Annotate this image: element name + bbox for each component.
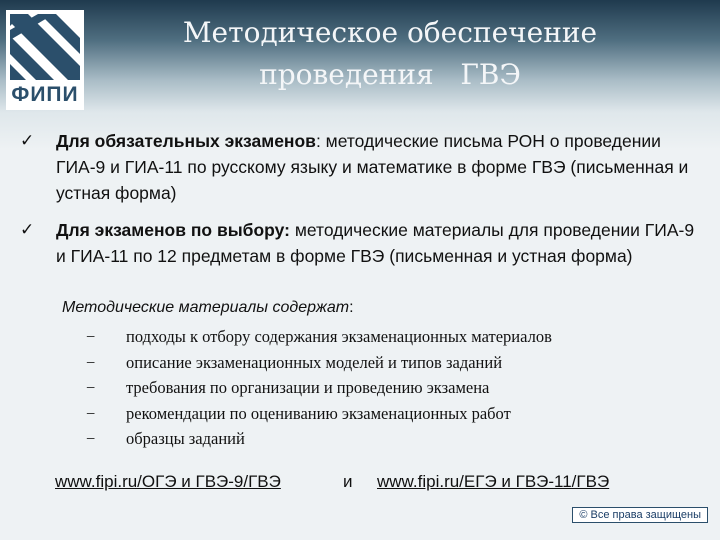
bullet-bold-label: Для обязательных экзаменов <box>56 131 316 151</box>
bullet-text <box>56 128 696 206</box>
oge-gve-9-link[interactable]: www.fipi.ru/ОГЭ и ГВЭ-9/ГВЭ <box>55 472 281 491</box>
fipi-logo <box>6 10 84 110</box>
logo-text: ФИПИ <box>11 83 79 106</box>
materials-heading-text: Методические материалы содержат <box>62 299 350 316</box>
checkmark-icon: ✓ <box>20 220 35 240</box>
list-item <box>86 375 686 401</box>
title-line-1: Методическое обеспечение <box>182 16 598 49</box>
checkmark-icon: ✓ <box>20 131 35 151</box>
logo-emblem-icon <box>10 14 80 80</box>
materials-list <box>86 324 686 452</box>
list-item-text: рекомендации по оцениванию экзаменационных работ <box>126 403 511 423</box>
list-item-text: подходы к отбору содержания экзаменационных материалов <box>126 327 552 346</box>
list-item <box>86 350 686 376</box>
dash-bullet: − <box>86 378 96 398</box>
bullet-body: : методические письма РОН о проведении ГИА-9 и ГИА-11 по русскому языку и математике в форме ГВЭ (письменная и устная форма) <box>56 131 689 203</box>
list-item <box>86 401 686 427</box>
dash-bullet: − <box>86 403 96 423</box>
dash-bullet: − <box>86 352 96 372</box>
list-item <box>86 426 686 452</box>
list-item-text: описание экзаменационных моделей и типов заданий <box>126 352 503 372</box>
bullet-body: методические материалы для проведении ГИА-9 и ГИА-11 по 12 предметам в форме ГВЭ (письменная и устная форма) <box>56 220 695 266</box>
bullet-text <box>56 217 696 269</box>
bullet-bold-label: Для экзаменов по выбору: <box>56 220 290 240</box>
materials-heading-colon: : <box>349 299 354 316</box>
list-item-text: образцы заданий <box>126 429 245 449</box>
slide-title <box>90 12 690 96</box>
ege-gve-11-link[interactable]: www.fipi.ru/ЕГЭ и ГВЭ-11/ГВЭ <box>377 472 610 491</box>
dash-bullet: − <box>86 429 96 449</box>
materials-heading <box>62 299 354 317</box>
title-line-2: проведения ГВЭ <box>259 58 521 91</box>
link-separator: и <box>343 472 353 491</box>
copyright-badge: © Все права защищены <box>572 507 708 523</box>
list-item-text: требования по организации и проведению экзамена <box>126 378 490 398</box>
list-item <box>86 324 686 350</box>
dash-bullet: − <box>86 327 96 346</box>
